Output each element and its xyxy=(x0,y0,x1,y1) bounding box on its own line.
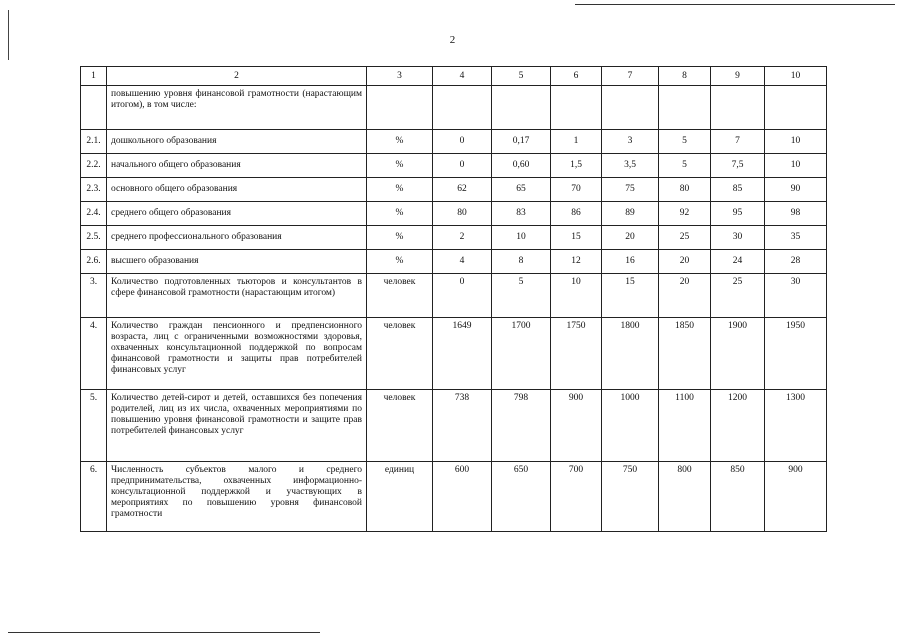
header-cell: 9 xyxy=(711,67,765,86)
value-cell xyxy=(433,86,492,130)
value-cell: 1,5 xyxy=(551,154,602,178)
value-cell: 1700 xyxy=(492,318,551,390)
row-number: 2.2. xyxy=(81,154,107,178)
value-cell: 900 xyxy=(765,462,827,532)
header-cell: 10 xyxy=(765,67,827,86)
row-number: 2.3. xyxy=(81,178,107,202)
value-cell: 5 xyxy=(492,274,551,318)
indicator-name: основного общего образования xyxy=(107,178,367,202)
value-cell: 700 xyxy=(551,462,602,532)
value-cell xyxy=(765,86,827,130)
value-cell: 8 xyxy=(492,250,551,274)
value-cell: 600 xyxy=(433,462,492,532)
value-cell: 798 xyxy=(492,390,551,462)
value-cell: 1100 xyxy=(659,390,711,462)
value-cell xyxy=(659,86,711,130)
value-cell: 10 xyxy=(551,274,602,318)
value-cell: 25 xyxy=(711,274,765,318)
header-cell: 1 xyxy=(81,67,107,86)
value-cell: 65 xyxy=(492,178,551,202)
value-cell: 30 xyxy=(765,274,827,318)
value-cell: 7,5 xyxy=(711,154,765,178)
value-cell: 30 xyxy=(711,226,765,250)
value-cell: 2 xyxy=(433,226,492,250)
value-cell: 86 xyxy=(551,202,602,226)
unit-cell: человек xyxy=(367,390,433,462)
table-row xyxy=(81,462,827,532)
value-cell: 25 xyxy=(659,226,711,250)
header-cell: 2 xyxy=(107,67,367,86)
indicator-name: Количество детей-сирот и детей, оставшихся без попечения родителей, лиц из их числа, охваченных мероприятиями по повышению уровня финансовой грамотности и защите прав потребителей финансовых услуг xyxy=(107,390,367,462)
value-cell: 35 xyxy=(765,226,827,250)
value-cell: 80 xyxy=(433,202,492,226)
value-cell: 90 xyxy=(765,178,827,202)
value-cell: 1900 xyxy=(711,318,765,390)
indicator-name: повышению уровня финансовой грамотности (нарастающим итогом), в том числе: xyxy=(107,86,367,130)
value-cell xyxy=(602,86,659,130)
value-cell: 1300 xyxy=(765,390,827,462)
value-cell: 10 xyxy=(765,130,827,154)
value-cell: 7 xyxy=(711,130,765,154)
value-cell: 98 xyxy=(765,202,827,226)
row-number: 2.1. xyxy=(81,130,107,154)
table-row xyxy=(81,202,827,226)
unit-cell: % xyxy=(367,178,433,202)
value-cell: 4 xyxy=(433,250,492,274)
value-cell: 15 xyxy=(602,274,659,318)
unit-cell: % xyxy=(367,202,433,226)
row-number: 3. xyxy=(81,274,107,318)
value-cell xyxy=(551,86,602,130)
indicator-name: дошкольного образования xyxy=(107,130,367,154)
indicators-table xyxy=(80,66,827,532)
value-cell: 650 xyxy=(492,462,551,532)
value-cell: 1950 xyxy=(765,318,827,390)
value-cell: 1850 xyxy=(659,318,711,390)
row-number: 2.5. xyxy=(81,226,107,250)
value-cell: 89 xyxy=(602,202,659,226)
value-cell: 15 xyxy=(551,226,602,250)
value-cell: 0 xyxy=(433,154,492,178)
value-cell: 16 xyxy=(602,250,659,274)
table-row xyxy=(81,390,827,462)
value-cell: 0 xyxy=(433,274,492,318)
value-cell: 5 xyxy=(659,130,711,154)
value-cell: 5 xyxy=(659,154,711,178)
value-cell: 1200 xyxy=(711,390,765,462)
unit-cell: % xyxy=(367,130,433,154)
value-cell: 28 xyxy=(765,250,827,274)
value-cell: 750 xyxy=(602,462,659,532)
indicator-name: начального общего образования xyxy=(107,154,367,178)
unit-cell: единиц xyxy=(367,462,433,532)
indicator-name: среднего профессионального образования xyxy=(107,226,367,250)
value-cell: 62 xyxy=(433,178,492,202)
value-cell: 10 xyxy=(765,154,827,178)
value-cell: 0,17 xyxy=(492,130,551,154)
table-row xyxy=(81,86,827,130)
table-row xyxy=(81,226,827,250)
value-cell: 738 xyxy=(433,390,492,462)
table-row xyxy=(81,250,827,274)
header-cell: 3 xyxy=(367,67,433,86)
header-cell: 6 xyxy=(551,67,602,86)
unit-cell: человек xyxy=(367,318,433,390)
value-cell: 1 xyxy=(551,130,602,154)
value-cell xyxy=(492,86,551,130)
value-cell: 1750 xyxy=(551,318,602,390)
indicator-name: высшего образования xyxy=(107,250,367,274)
value-cell: 80 xyxy=(659,178,711,202)
value-cell: 24 xyxy=(711,250,765,274)
value-cell: 1800 xyxy=(602,318,659,390)
indicator-name: Количество граждан пенсионного и предпенсионного возраста, лиц с ограниченными возможностями здоровья, охваченных консультационной поддержкой по вопросам финансовой грамотности и защиты прав потребителей финансовых услуг xyxy=(107,318,367,390)
unit-cell: % xyxy=(367,250,433,274)
row-number xyxy=(81,86,107,130)
header-cell: 4 xyxy=(433,67,492,86)
value-cell: 800 xyxy=(659,462,711,532)
row-number: 2.4. xyxy=(81,202,107,226)
indicator-name: Количество подготовленных тьюторов и консультантов в сфере финансовой грамотности (нарастающим итогом) xyxy=(107,274,367,318)
indicator-name: Численность субъектов малого и среднего предпринимательства, охваченных информационно-консультационной поддержкой и участвующих в мероприятиях по повышению уровня финансовой грамотности xyxy=(107,462,367,532)
page-number: 2 xyxy=(449,34,456,46)
unit-cell: % xyxy=(367,154,433,178)
value-cell: 900 xyxy=(551,390,602,462)
value-cell: 850 xyxy=(711,462,765,532)
value-cell: 12 xyxy=(551,250,602,274)
value-cell: 10 xyxy=(492,226,551,250)
unit-cell: человек xyxy=(367,274,433,318)
value-cell: 20 xyxy=(602,226,659,250)
value-cell: 70 xyxy=(551,178,602,202)
value-cell: 3,5 xyxy=(602,154,659,178)
table-row xyxy=(81,318,827,390)
value-cell: 3 xyxy=(602,130,659,154)
value-cell: 0 xyxy=(433,130,492,154)
unit-cell xyxy=(367,86,433,130)
row-number: 5. xyxy=(81,390,107,462)
top-rule xyxy=(575,4,895,5)
value-cell xyxy=(711,86,765,130)
table-row xyxy=(81,178,827,202)
table-body xyxy=(81,67,827,532)
row-number: 6. xyxy=(81,462,107,532)
value-cell: 20 xyxy=(659,250,711,274)
row-number: 2.6. xyxy=(81,250,107,274)
table-row xyxy=(81,154,827,178)
value-cell: 75 xyxy=(602,178,659,202)
value-cell: 0,60 xyxy=(492,154,551,178)
row-number: 4. xyxy=(81,318,107,390)
header-cell: 8 xyxy=(659,67,711,86)
table-row xyxy=(81,274,827,318)
header-cell: 7 xyxy=(602,67,659,86)
value-cell: 95 xyxy=(711,202,765,226)
unit-cell: % xyxy=(367,226,433,250)
table-row xyxy=(81,130,827,154)
value-cell: 85 xyxy=(711,178,765,202)
value-cell: 20 xyxy=(659,274,711,318)
indicator-name: среднего общего образования xyxy=(107,202,367,226)
header-cell: 5 xyxy=(492,67,551,86)
bottom-rule xyxy=(8,632,320,633)
value-cell: 92 xyxy=(659,202,711,226)
value-cell: 1000 xyxy=(602,390,659,462)
value-cell: 83 xyxy=(492,202,551,226)
table-header-row xyxy=(81,67,827,86)
value-cell: 1649 xyxy=(433,318,492,390)
